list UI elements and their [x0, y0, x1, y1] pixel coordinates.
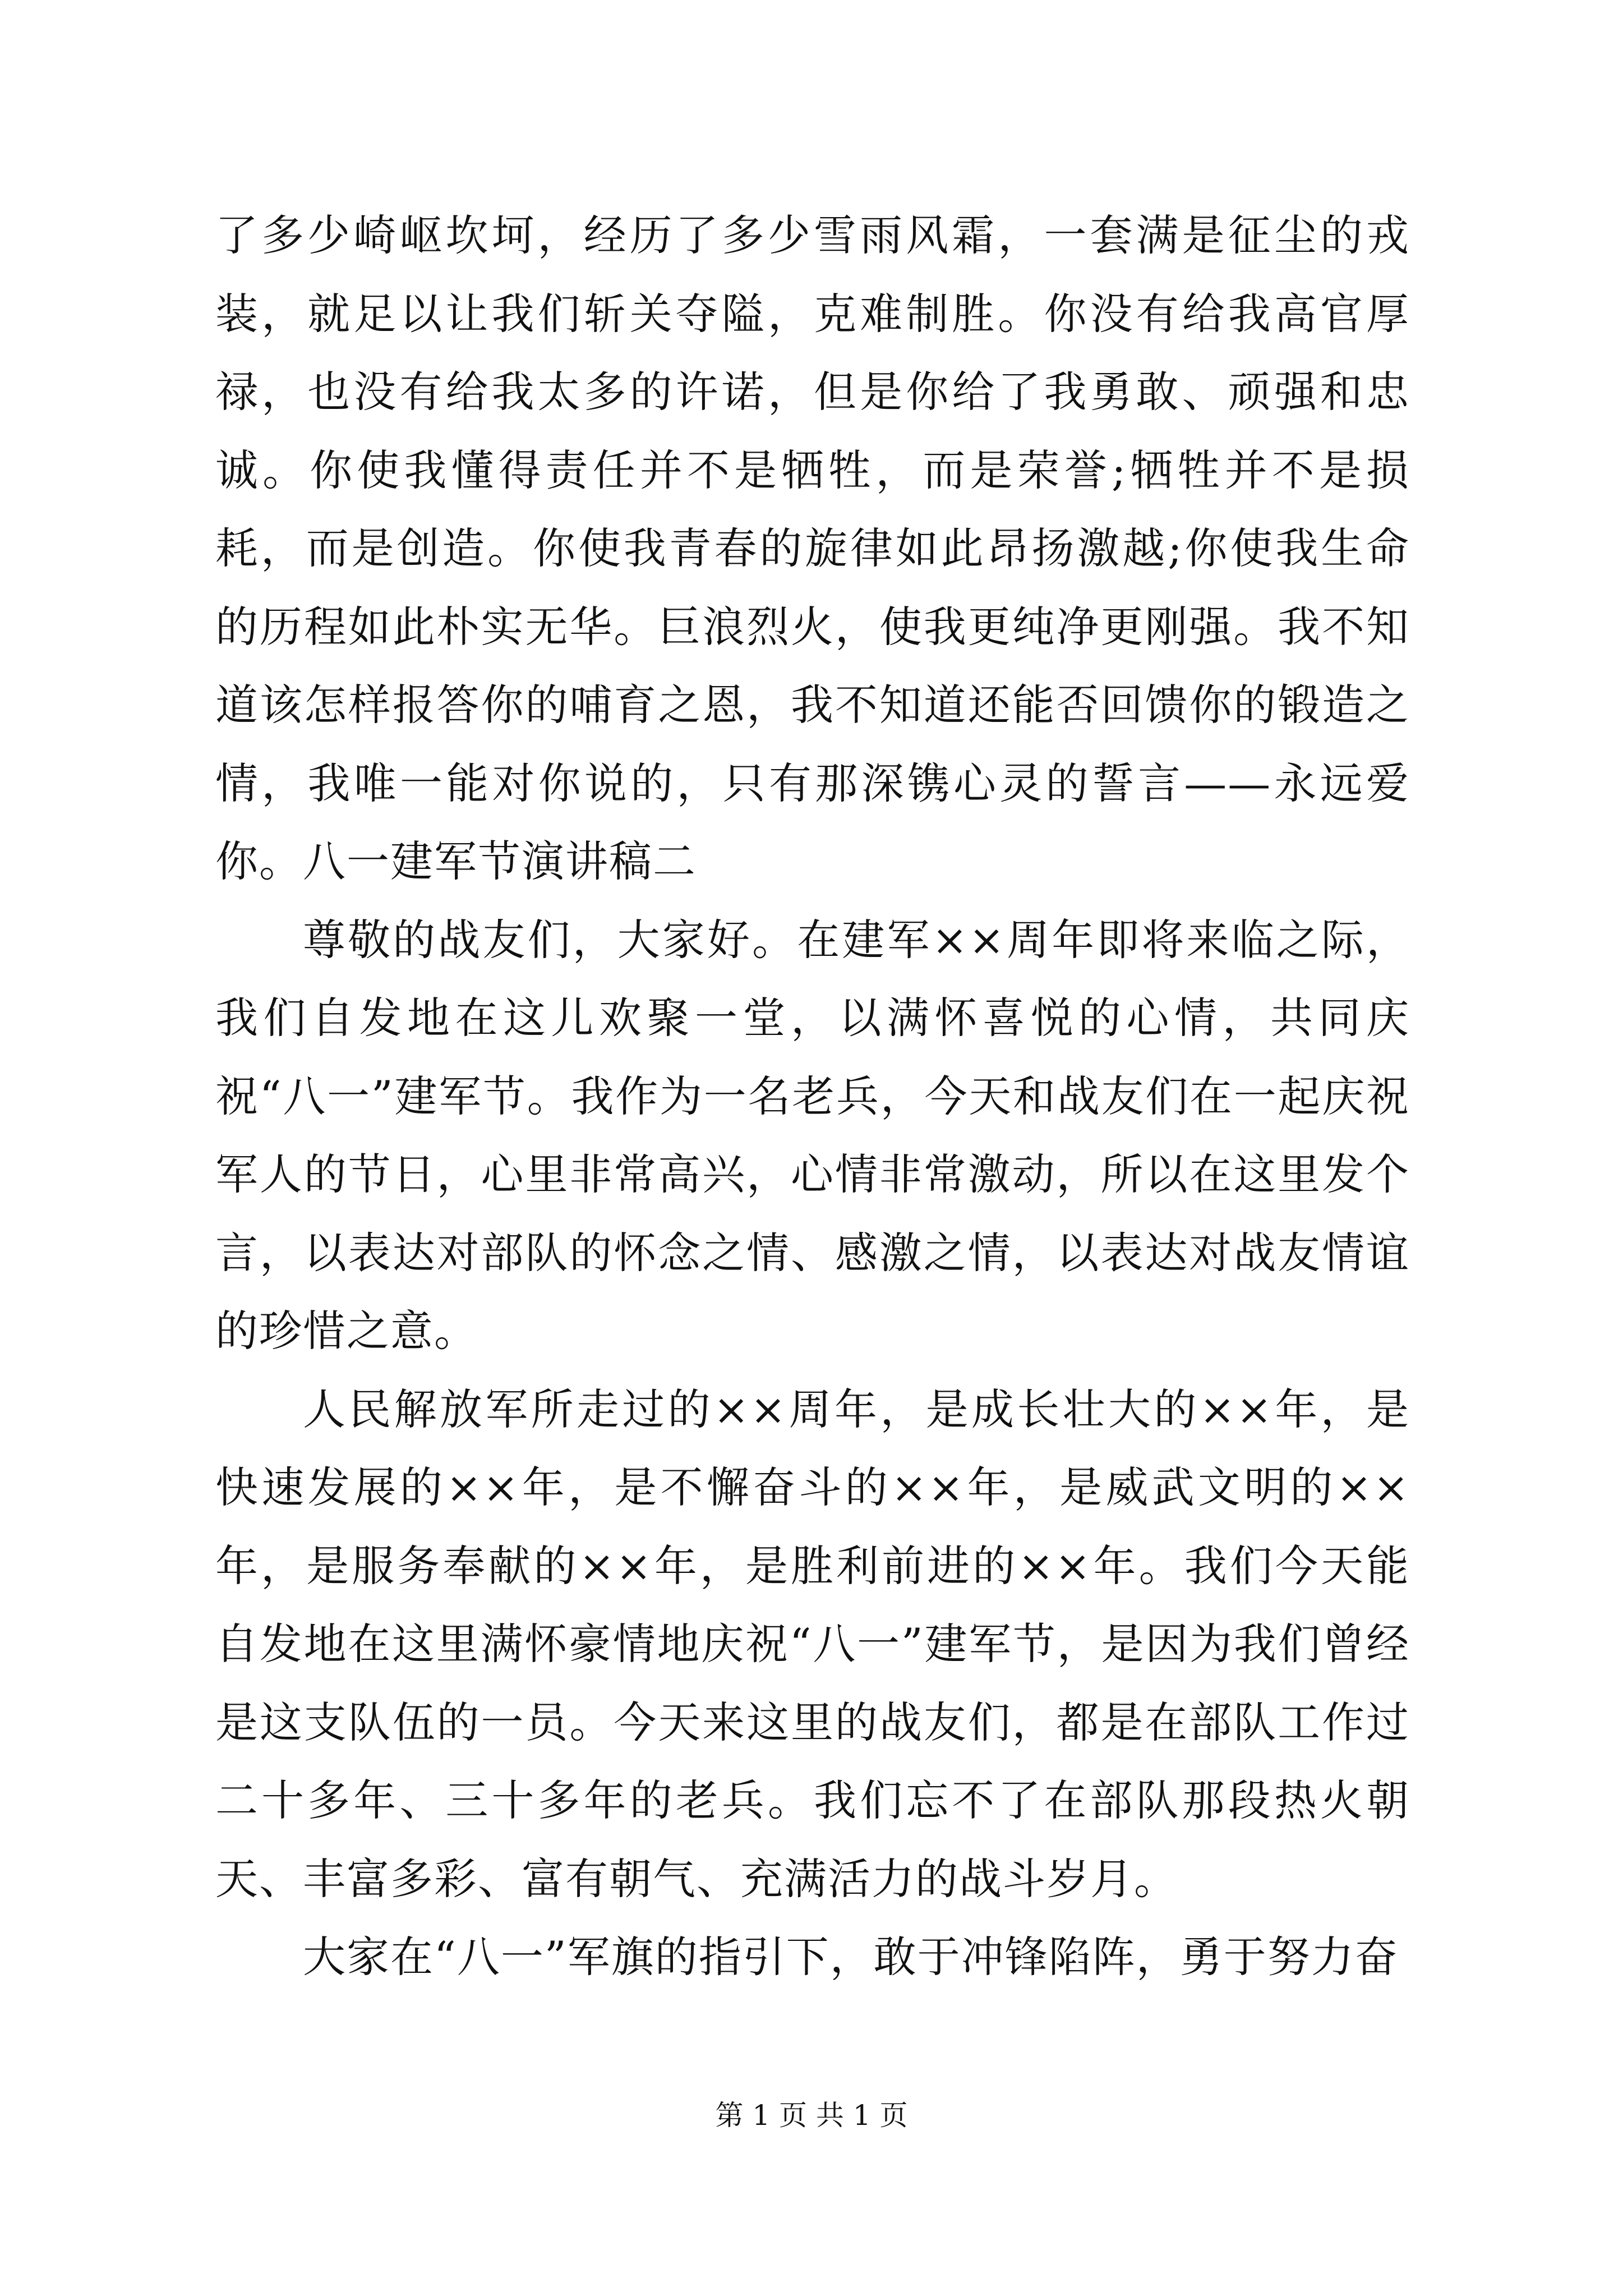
paragraph-3: 人民解放军所走过的××周年，是成长壮大的××年，是快速发展的××年，是不懈奋斗的××年，是威武文明的××年，是服务奉献的××年，是胜利前进的××年。我们今天能自发地在这里满怀豪情地庆祝“八一”建军节，是因为我们曾经是这支队伍的一员。今天来这里的战友们，都是在部队工作过二十多年、三十多年的老兵。我们忘不了在部队那段热火朝天、丰富多彩、富有朝气、充满活力的战斗岁月。 — [215, 1384, 1410, 1904]
page-number-footer: 第 1 页 共 1 页 — [715, 2099, 908, 2132]
paragraph-1: 了多少崎岖坎坷，经历了多少雪雨风霜，一套满是征尘的戎装，就足以让我们斩关夺隘，克难制胜。你没有给我高官厚禄，也没有给我太多的许诺，但是你给了我勇敢、顽强和忠诚。你使我懂得责任并不是牺牲，而是荣誉;牺牲并不是损耗，而是创造。你使我青春的旋律如此昂扬激越;你使我生命的历程如此朴实无华。巨浪烈火，使我更纯净更刚强。我不知道该怎样报答你的哺育之恩，我不知道还能否回馈你的锻造之情，我唯一能对你说的，只有那深镌心灵的誓言——永远爱你。八一建军节演讲稿二 — [215, 210, 1410, 886]
paragraph-2: 尊敬的战友们，大家好。在建军××周年即将来临之际，我们自发地在这儿欢聚一堂，以满怀喜悦的心情，共同庆祝“八一”建军节。我作为一名老兵，今天和战友们在一起庆祝军人的节日，心里非常高兴，心情非常激动，所以在这里发个言，以表达对部队的怀念之情、感激之情，以表达对战友情谊的珍惜之意。 — [215, 914, 1410, 1356]
document-body — [215, 196, 1410, 1996]
paragraph-4: 大家在“八一”军旗的指引下，敢于冲锋陷阵，勇于努力奋 — [303, 1932, 1399, 1982]
